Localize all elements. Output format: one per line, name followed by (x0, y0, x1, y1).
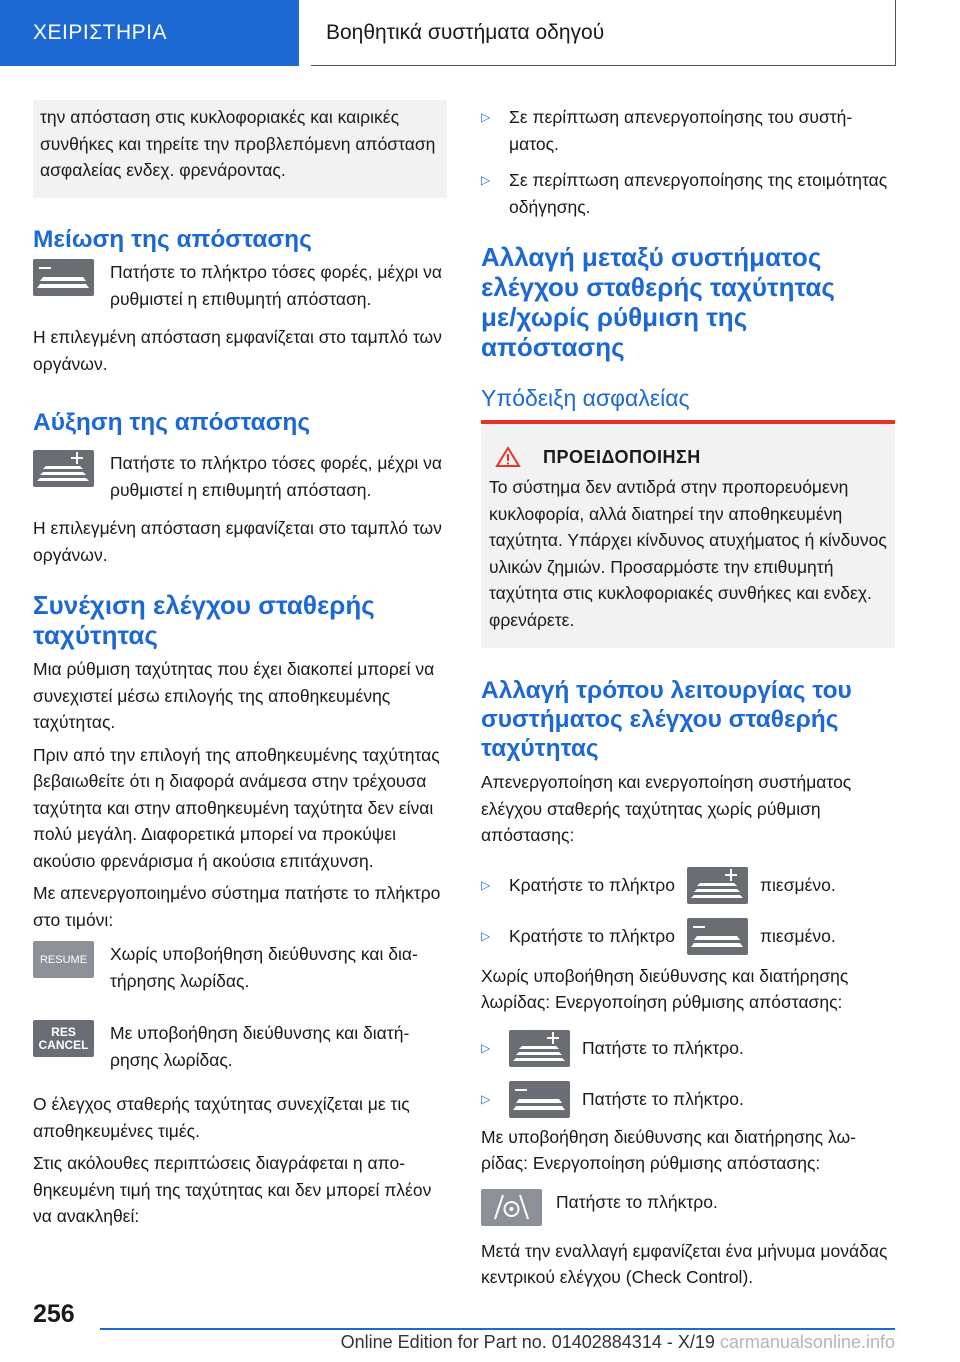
warning-triangle-icon (495, 446, 521, 468)
res-cancel-key-icon (33, 1020, 94, 1057)
steering-assist-key-icon (481, 1189, 542, 1226)
resume-key-icon (33, 941, 94, 978)
change-operating-mode-heading: Αλλαγή τρόπου λειτουργίας του συστήματος ελέγχου σταθερής ταχύτητας (481, 677, 852, 762)
section-tab (0, 0, 299, 66)
list-item (481, 867, 895, 904)
hold-key-prefix: Κρατήστε το πλήκτρο (509, 874, 675, 895)
continue-para-3: Με απενεργοποιημένο σύστημα πατήστε το πλήκτρο στο τιμόνι: (33, 883, 441, 930)
distance-decrease-key-icon (687, 918, 748, 955)
safety-note-heading: Υπόδειξη ασφαλείας (481, 385, 690, 411)
footer-rule (100, 1328, 895, 1330)
distance-increase-key-icon (509, 1030, 570, 1067)
bullet-text: Σε περίπτωση απενεργοποίησης της ετοιμότητας οδήγησης. (509, 170, 888, 217)
hold-key-suffix: πιεσμένο. (759, 874, 836, 895)
cancel-key-label: CANCEL (38, 1037, 89, 1052)
bullet-triangle-icon: ▷ (481, 173, 491, 187)
continued-warning-box (33, 100, 447, 198)
edition-text: Online Edition for Part no. 01402884314 - X/19 (340, 1332, 715, 1352)
chapter-title (311, 0, 896, 66)
decrease-instruction: Πατήστε το πλήκτρο τόσες φορές, μέχρι να ρυθμιστεί η επιθυμητή απόσταση. (110, 262, 442, 309)
list-item (481, 104, 895, 157)
res-key-label: RES (51, 1024, 76, 1039)
list-item (481, 167, 895, 220)
footer-edition (100, 1332, 895, 1353)
decrease-distance-heading: Μείωση της απόστασης (33, 226, 312, 253)
mode-para-2: Χωρίς υποβοήθηση διεύθυνσης και διατήρησης λωρίδας: Ενεργοποίηση ρύθμισης απόστασης: (481, 965, 849, 1012)
mode-para-4: Μετά την εναλλαγή εμφανίζεται ένα μήνυμα μονάδας κεντρικού ελέγχου (Check Control). (481, 1240, 888, 1287)
bullet-triangle-icon: ▷ (481, 877, 491, 892)
increase-instruction: Πατήστε το πλήκτρο τόσες φορές, μέχρι να ρυθμιστεί η επιθυμητή απόσταση. (110, 453, 442, 500)
warning-box (481, 420, 895, 648)
resume-description: Χωρίς υποβοήθηση διεύθυνσης και διατήρησης λωρίδας. (110, 944, 418, 991)
press-key-text: Πατήστε το πλήκτρο. (556, 1191, 718, 1212)
bullet-triangle-icon: ▷ (481, 110, 491, 124)
chapter-title-text: Βοηθητικά συστήματα οδηγού (326, 20, 605, 44)
distance-increase-key-icon (33, 450, 94, 487)
warning-text: Το σύστημα δεν αντιδρά στην προπορευόμενη κυκλοφορία, αλλά διατηρεί την αποθηκευμένη ταχύτητα. Υπάρχει κίνδυνος ατυχήματος ή κίνδυνος υλικών ζημιών. Προσαρμόστε την επιθυμητή ταχύτητα στις κυκλοφοριακές συνθήκες και ενδεχ. φρενάρετε. (489, 477, 887, 630)
list-item (481, 918, 895, 955)
page-number: 256 (33, 1300, 75, 1328)
distance-increase-key-icon (687, 867, 748, 904)
warning-continuation-text: την απόσταση στις κυκλοφοριακές και καιρικές συνθήκες και τηρείτε την προβλεπόμενη απόσταση ασφαλείας ενδεχ. φρενάροντας. (40, 107, 436, 180)
watermark: carmanualsonline.info (719, 1332, 895, 1352)
bullet-triangle-icon: ▷ (481, 928, 491, 943)
increase-distance-heading: Αύξηση της απόστασης (33, 409, 311, 436)
list-item (481, 1030, 895, 1067)
section-label: ΧΕΙΡΙΣΤΗΡΙΑ (33, 21, 168, 44)
bullet-text: Σε περίπτωση απενεργοποίησης του συστήματος. (509, 107, 853, 154)
warning-title: ΠΡΟΕΙΔΟΠΟΙΗΣΗ (543, 446, 701, 467)
list-item (481, 1081, 895, 1118)
press-key-text: Πατήστε το πλήκτρο. (582, 1088, 744, 1109)
switch-mode-heading: Αλλαγή μεταξύ συστήματος ελέγχου σταθερής ταχύτητας με/χωρίς ρύθμιση της απόστασης (481, 242, 835, 362)
bullet-triangle-icon: ▷ (481, 1091, 491, 1106)
hold-key-prefix: Κρατήστε το πλήκτρο (509, 925, 675, 946)
res-cancel-description: Με υποβοήθηση διεύθυνσης και διατήρησης λωρίδας. (110, 1023, 410, 1070)
decrease-note: Η επιλεγμένη απόσταση εμφανίζεται στο ταμπλό των οργάνων. (33, 327, 442, 374)
press-key-text: Πατήστε το πλήκτρο. (582, 1037, 744, 1058)
increase-note: Η επιλεγμένη απόσταση εμφανίζεται στο ταμπλό των οργάνων. (33, 518, 442, 565)
continue-para-1: Μια ρύθμιση ταχύτητας που έχει διακοπεί μπορεί να συνεχιστεί μέσω επιλογής της αποθηκευμένης ταχύτητας. (33, 659, 435, 732)
continue-cruise-heading: Συνέχιση ελέγχου σταθερής ταχύτητας (33, 590, 375, 650)
resume-key-label: RESUME (39, 953, 88, 966)
bullet-triangle-icon: ▷ (481, 1040, 491, 1055)
continue-para-5: Στις ακόλουθες περιπτώσεις διαγράφεται η αποθηκευμένη τιμή της ταχύτητας και δεν μπορεί πλέον να ανακληθεί: (33, 1153, 432, 1226)
continue-para-4: Ο έλεγχος σταθερής ταχύτητας συνεχίζεται με τις αποθηκευμένες τιμές. (33, 1094, 410, 1141)
mode-para-3: Με υποβοήθηση διεύθυνσης και διατήρησης λωρίδας: Ενεργοποίηση ρύθμισης απόστασης: (481, 1126, 856, 1173)
hold-key-suffix: πιεσμένο. (759, 925, 836, 946)
distance-decrease-key-icon (33, 259, 94, 296)
mode-para-1: Απενεργοποίηση και ενεργοποίηση συστήματος ελέγχου σταθερής ταχύτητας χωρίς ρύθμιση απόστασης: (481, 772, 852, 845)
continue-para-2: Πριν από την επιλογή της αποθηκευμένης ταχύτητας βεβαιωθείτε ότι η διαφορά ανάμεσα στην τρέχουσα ταχύτητα και στην αποθηκευμένη ταχύτητα δεν είναι πολύ μεγάλη. Διαφορετικά μπορεί να προκύψει ακούσιο φρενάρισμα ή ακούσια επιτάχυνση. (33, 744, 440, 871)
distance-decrease-key-icon (509, 1081, 570, 1118)
